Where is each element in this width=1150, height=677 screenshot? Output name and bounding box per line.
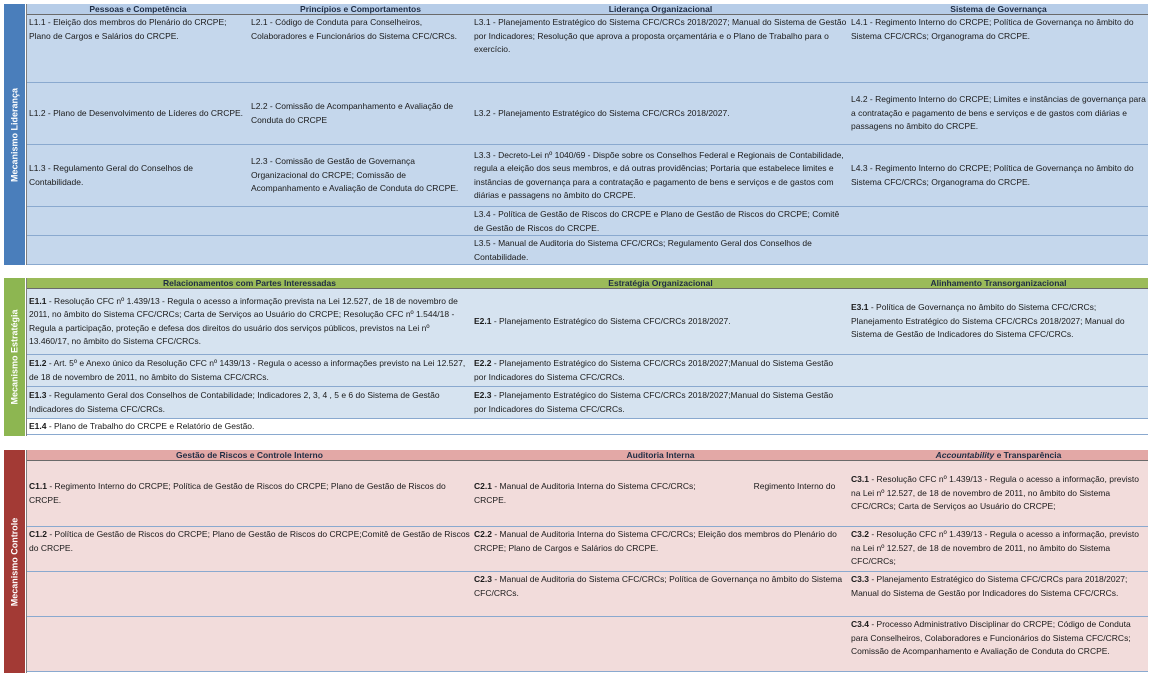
cell-e3-1: E3.1 - Política de Governança no âmbito do Sistema CFC/CRCs; Planejamento Estratégico do Sistema CFC/CRCs 2018/2027; Manual do Sistema de Gestão de Indicadores do Sistema CFC/CRCs. (851, 302, 1125, 340)
cell-c3-4: C3.4 - Processo Administrativo Disciplinar do CRCPE; Código de Conduta para Conselheiros, Colaboradores e Funcionários do Sistema CFC/CRCs; Comissão de Acompanhamento e Avaliação de Conduta do CRCPE. (851, 619, 1131, 656)
cell-e2-1: E2.1 - Planejamento Estratégico do Sistema CFC/CRCs 2018/2027. (474, 315, 731, 326)
table-row (27, 207, 1148, 236)
cell-l3-3: L3.3 - Decreto-Lei nº 1040/69 - Dispõe sobre os Conselhos Federal e Regionais de Contabilidade, regula a eleição dos seus membros, e dá outras providências; Portaria que estabelece limites e instâncias de governança para a contratação e pagamento de bens e serviços e de gastos com diárias e passagens no âmbito do CRCPE. (474, 149, 844, 200)
table-row (27, 355, 1148, 387)
estrategia-side-label: Mecanismo Estratégia (4, 278, 26, 436)
cell-c2-2: C2.2 - Manual de Auditoria Interna do Sistema CFC/CRCs; Eleição dos membros do Plenário do CRCPE; Plano de Cargos e Salários do CRCPE. (474, 529, 837, 553)
lideranca-block (4, 4, 1148, 265)
table-row (27, 15, 1148, 83)
cell-empty (249, 236, 472, 264)
cell-l2-2: L2.2 - Comissão de Acompanhamento e Avaliação de Conduta do CRCPE (251, 101, 454, 125)
lideranca-header-row (27, 4, 1148, 15)
table-row (27, 83, 1148, 145)
controle-table (26, 450, 1148, 673)
cell-l2-1: L2.1 - Código de Conduta para Conselheiros, Colaboradores e Funcionários do Sistema CFC/CRCs. (251, 17, 457, 41)
cell-empty (849, 207, 1148, 235)
header-pessoas-competencia: Pessoas e Competência (89, 4, 187, 14)
cell-empty (849, 236, 1148, 264)
cell-c3-2: C3.2 - Resolução CFC nº 1.439/13 - Regula o acesso a informação, previsto na Lei nº 12.527, de 18 de novembro de 2011, no âmbito do Sistema CFC/CRCs; (851, 529, 1140, 566)
table-row (27, 572, 1148, 617)
cell-empty (472, 617, 849, 671)
header-gestao-riscos: Gestão de Riscos e Controle Interno (176, 450, 323, 460)
table-row (27, 387, 1148, 419)
lideranca-table (26, 4, 1148, 265)
table-row (27, 289, 1148, 355)
cell-c1-2: C1.2 - Política de Gestão de Riscos do CRCPE; Plano de Gestão de Riscos do CRCPE;Comitê de Gestão de Riscos do CRCPE. (29, 529, 470, 553)
estrategia-table (26, 278, 1148, 436)
cell-c2-1: C2.1 - Manual de Auditoria Interna do Sistema CFC/CRCs; Regimento Interno do CRCPE. (474, 481, 836, 505)
cell-empty (472, 419, 849, 434)
header-accountability: Accountability e Transparência (935, 450, 1062, 460)
cell-empty (249, 207, 472, 235)
cell-c3-1: C3.1 - Resolução CFC nº 1.439/13 - Regula o acesso a informação, previsto na Lei nº 12.527, de 18 de novembro de 2011, no âmbito do Sistema CFC/CRCs; Carta de Serviços ao Usuário do CRCPE; (851, 474, 1140, 512)
header-estrategia-organizacional: Estratégia Organizacional (608, 278, 713, 288)
controle-side-label: Mecanismo Controle (4, 450, 26, 673)
table-row (27, 461, 1148, 527)
cell-empty (849, 419, 1148, 434)
estrategia-block (4, 278, 1148, 436)
lideranca-side-label: Mecanismo Liderança (4, 4, 26, 265)
cell-empty (27, 617, 472, 671)
cell-l3-4: L3.4 - Política de Gestão de Riscos do CRCPE e Plano de Gestão de Riscos do CRCPE; Comitê de Gestão de Riscos do CRCPE. (474, 209, 840, 233)
cell-l4-2: L4.2 - Regimento Interno do CRCPE; Limites e instâncias de governança para a contratação e pagamento de bens e serviços e de gastos com diárias e passagens no âmbito do CRCPE. (851, 94, 1146, 132)
header-principios-comportamentos: Princípios e Comportamentos (300, 4, 421, 14)
estrategia-header-row (27, 278, 1148, 289)
cell-l1-2: L1.2 - Plano de Desenvolvimento de Líderes do CRCPE. (29, 107, 244, 118)
cell-empty (849, 387, 1148, 418)
cell-e2-3: E2.3 - Planejamento Estratégico do Sistema CFC/CRCs 2018/2027;Manual do Sistema Gestão por Indicadores do Sistema CFC/CRCs. (474, 390, 834, 414)
cell-e1-2: E1.2 - Art. 5º e Anexo único da Resolução CFC nº 1439/13 - Regula o acesso a informações previsto na Lei 12.527, de 18 de novembro de 2011, no âmbito do Sistema CFC/CRCs. (29, 358, 466, 382)
cell-empty (27, 572, 472, 616)
cell-empty (849, 355, 1148, 386)
table-row (27, 617, 1148, 672)
cell-c2-3: C2.3 - Manual de Auditoria do Sistema CFC/CRCs; Política de Governança no âmbito do Sistema CFC/CRCs. (474, 574, 843, 598)
header-lideranca-organizacional: Liderança Organizacional (608, 4, 713, 14)
header-relacionamentos: Relacionamentos com Partes Interessadas (163, 278, 336, 288)
cell-l4-3: L4.3 - Regimento Interno do CRCPE; Política de Governança no âmbito do Sistema CFC/CRCs; Organograma do CRCPE. (851, 163, 1134, 187)
cell-empty (27, 207, 249, 235)
controle-block (4, 450, 1148, 673)
header-sistema-governanca: Sistema de Governança (950, 4, 1047, 14)
cell-c1-1: C1.1 - Regimento Interno do CRCPE; Política de Gestão de Riscos do CRCPE; Plano de Gestão de Riscos do CRCPE. (29, 481, 446, 505)
header-auditoria-interna: Auditoria Interna (626, 450, 695, 460)
table-row (27, 419, 1148, 435)
table-row (27, 145, 1148, 207)
cell-l2-3: L2.3 - Comissão de Gestão de Governança Organizacional do CRCPE; Comissão de Acompanhamento e Avaliação de Conduta do CRCPE. (251, 156, 459, 194)
cell-l1-3: L1.3 - Regulamento Geral do Conselhos de Contabilidade. (29, 163, 193, 187)
cell-l3-2: L3.2 - Planejamento Estratégico do Sistema CFC/CRCs 2018/2027. (474, 107, 730, 118)
cell-l3-1: L3.1 - Planejamento Estratégico do Sistema CFC/CRCs 2018/2027; Manual do Sistema de Gestão por Indicadores; Resolução que aprova a proposta orçamentária e o Plano de Trabalho para o exercício. (474, 17, 847, 54)
table-row (27, 236, 1148, 265)
cell-e1-3: E1.3 - Regulamento Geral dos Conselhos de Contabilidade; Indicadores 2, 3, 4 , 5 e 6 do Sistema de Gestão Indicadores do Sistema CFC/CRCs. (29, 390, 440, 414)
cell-empty (27, 236, 249, 264)
controle-header-row (27, 450, 1148, 461)
cell-c3-3: C3.3 - Planejamento Estratégico do Sistema CFC/CRCs para 2018/2027; Manual do Sistema de Gestão por Indicadores do Sistema CFC/CRCs. (851, 574, 1128, 598)
cell-l4-1: L4.1 - Regimento Interno do CRCPE; Política de Governança no âmbito do Sistema CFC/CRCs; Organograma do CRCPE. (851, 17, 1134, 41)
cell-e2-2: E2.2 - Planejamento Estratégico do Sistema CFC/CRCs 2018/2027;Manual do Sistema Gestão por Indicadores do Sistema CFC/CRCs. (474, 358, 834, 382)
table-row (27, 527, 1148, 572)
cell-l1-1: L1.1 - Eleição dos membros do Plenário do CRCPE; Plano de Cargos e Salários do CRCPE. (29, 17, 227, 41)
cell-e1-4: E1.4 - Plano de Trabalho do CRCPE e Relatório de Gestão. (27, 419, 472, 434)
cell-e1-1: E1.1 - Resolução CFC nº 1.439/13 - Regula o acesso a informação prevista na Lei 12.527, de 18 de novembro de 2011, no âmbito do Sistema CFC/CRCs; Carta de Serviços ao Usuário do CRCPE; Resolução CFC nº 1.544/18 - Regula a participação, proteção e defesa dos direitos do usuário dos serviços públicos, previstos na Lei nº 13.460/17, no âmbito do Sistema CFC/CRCs. (29, 295, 458, 346)
cell-l3-5: L3.5 - Manual de Auditoria do Sistema CFC/CRCs; Regulamento Geral dos Conselhos de Contabilidade. (474, 238, 812, 262)
header-alinhamento: Alinhamento Transorganizacional (930, 278, 1067, 288)
